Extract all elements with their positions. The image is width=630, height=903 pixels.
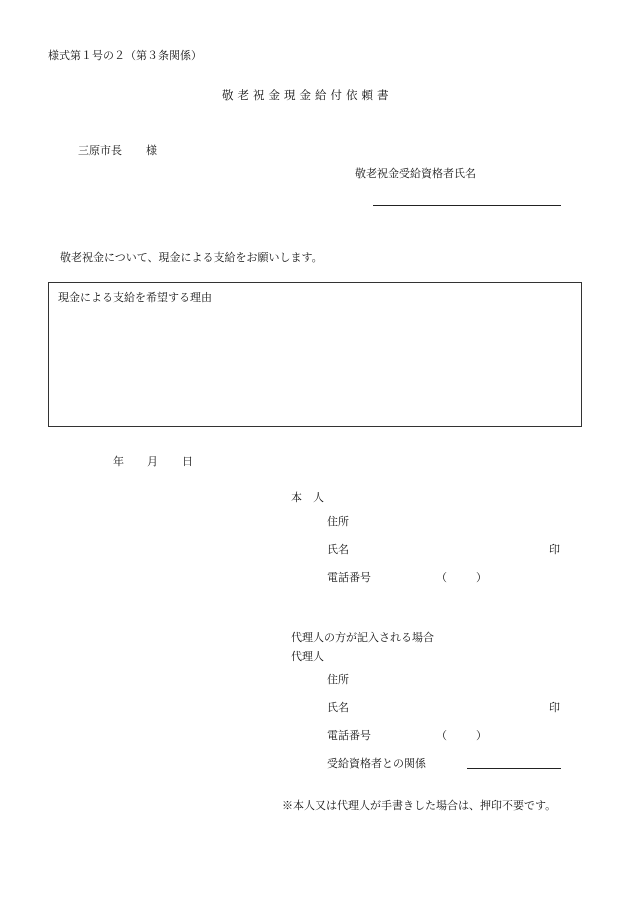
date-year: 年 bbox=[113, 455, 124, 468]
proxy-seal: 印 bbox=[549, 701, 560, 714]
self-phone-label: 電話番号 bbox=[327, 571, 371, 584]
request-statement: 敬老祝金について、現金による支給をお願いします。 bbox=[60, 251, 323, 264]
self-heading: 本 人 bbox=[291, 491, 324, 504]
recipient-name-line[interactable] bbox=[373, 205, 561, 206]
reason-box[interactable] bbox=[48, 282, 582, 427]
form-number: 様式第１号の２（第３条関係） bbox=[48, 49, 202, 62]
proxy-phone-label: 電話番号 bbox=[327, 729, 371, 742]
proxy-name-label: 氏名 bbox=[327, 701, 349, 714]
self-seal: 印 bbox=[549, 543, 560, 556]
proxy-note: 代理人の方が記入される場合 bbox=[291, 631, 434, 644]
proxy-relation-line[interactable] bbox=[467, 768, 561, 769]
document-title: 敬老祝金現金給付依頼書 bbox=[222, 88, 393, 102]
proxy-heading: 代理人 bbox=[291, 650, 324, 663]
proxy-address-label: 住所 bbox=[327, 673, 349, 686]
self-phone-paren-open: （ bbox=[436, 571, 447, 584]
addressee-honorific: 様 bbox=[146, 144, 157, 157]
footnote: ※本人又は代理人が手書きした場合は、押印不要です。 bbox=[282, 799, 557, 812]
self-name-label: 氏名 bbox=[327, 543, 349, 556]
addressee-name: 三原市長 bbox=[78, 144, 122, 157]
proxy-phone-paren-open: （ bbox=[436, 729, 447, 742]
self-phone-paren-close: ） bbox=[476, 571, 487, 584]
reason-box-label: 現金による支給を希望する理由 bbox=[58, 291, 212, 304]
proxy-relation-label: 受給資格者との関係 bbox=[327, 757, 426, 770]
date-month: 月 bbox=[147, 455, 158, 468]
self-address-label: 住所 bbox=[327, 515, 349, 528]
proxy-phone-paren-close: ） bbox=[476, 729, 487, 742]
date-day: 日 bbox=[182, 455, 193, 468]
recipient-name-label: 敬老祝金受給資格者氏名 bbox=[355, 167, 476, 180]
